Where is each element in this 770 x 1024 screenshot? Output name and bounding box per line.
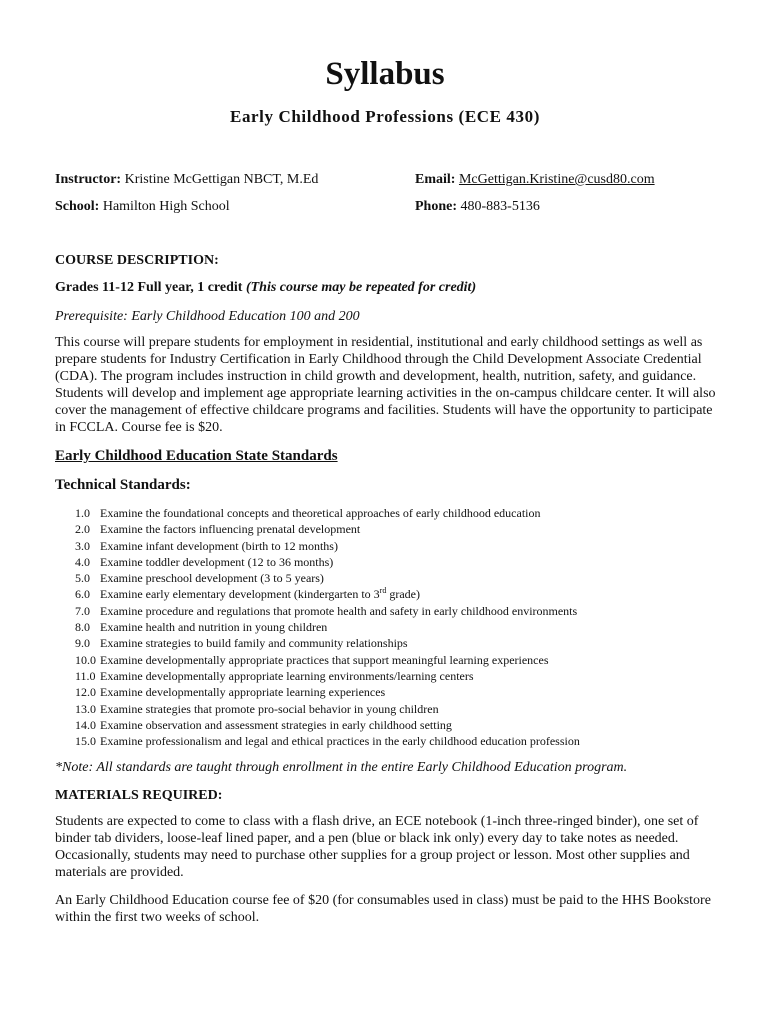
paragraph-line: An Early Childhood Education course fee of $20 (for consumables used in class) must be paid to the HHS Bookstore	[55, 893, 711, 908]
standard-item	[75, 521, 735, 537]
standard-text	[100, 586, 420, 602]
phone-label: Phone:	[415, 199, 457, 214]
course-description-paragraph	[55, 334, 720, 436]
standard-item	[75, 668, 735, 684]
standard-item	[75, 701, 735, 717]
standard-number: 14.0	[75, 717, 96, 732]
email-label: Email:	[415, 172, 456, 187]
course-fee-paragraph	[55, 892, 720, 926]
materials-heading: MATERIALS REQUIRED:	[55, 788, 223, 803]
materials-paragraph	[55, 813, 720, 881]
school-line	[55, 198, 230, 216]
school-label: School:	[55, 199, 100, 214]
school-value: Hamilton High School	[102, 199, 230, 214]
standard-number: 7.0	[75, 603, 90, 618]
standard-text: Examine procedure and regulations that promote health and safety in early childhood environments	[100, 603, 578, 618]
instructor-label: Instructor:	[55, 172, 122, 187]
page-title: Syllabus	[325, 56, 445, 92]
grades-text: Grades 11-12 Full year, 1 credit	[55, 280, 243, 295]
standard-text: Examine the foundational concepts and theoretical approaches of early childhood education	[100, 506, 541, 520]
standard-number: 10.0	[75, 652, 96, 667]
paragraph-line: Students are expected to come to class with a flash drive, an ECE notebook (1-inch three-ringed binder), one set of	[55, 814, 699, 829]
standard-item	[75, 570, 735, 586]
phone-line	[415, 198, 540, 216]
instructor-value: Kristine McGettigan NBCT, M.Ed	[124, 172, 319, 187]
standard-number: 5.0	[75, 571, 90, 586]
paragraph-line: Students will develop and implement age appropriate learning activities in the on-campus childcare center. It will also	[55, 386, 716, 401]
standard-item	[75, 554, 735, 570]
paragraph-line: Occasionally, students may need to purchase other supplies for a group project or lesson. Most other supplies and	[55, 848, 690, 863]
standard-item	[75, 505, 735, 521]
standard-item	[75, 717, 735, 733]
standard-text: Examine strategies that promote pro-social behavior in young children	[100, 701, 439, 716]
standard-text: Examine the factors influencing prenatal development	[100, 522, 361, 537]
standard-number: 2.0	[75, 522, 90, 537]
paragraph-line: This course will prepare students for employment in residential, institutional and early childhood settings as well as	[55, 335, 703, 350]
technical-standards-heading: Technical Standards:	[55, 477, 191, 493]
standard-text: Examine observation and assessment strategies in early childhood setting	[100, 717, 452, 732]
standard-item	[75, 538, 735, 554]
standard-item	[75, 733, 735, 749]
phone-value: 480-883-5136	[460, 199, 540, 214]
standard-item	[75, 619, 735, 635]
instructor-line	[55, 171, 318, 189]
paragraph-line: binder tab dividers, loose-leaf lined paper, and a pen (blue or black ink only) every day to take notes as needed.	[55, 831, 679, 846]
paragraph-line: (CDA). The program includes instruction in child growth and development, health, nutrition, safety, and guidance.	[55, 369, 697, 384]
paragraph-line: materials are provided.	[55, 865, 184, 880]
standard-text: Examine preschool development (3 to 5 years)	[100, 571, 324, 586]
standard-item	[75, 603, 735, 619]
state-standards-heading: Early Childhood Education State Standards	[55, 448, 338, 464]
standard-text: Examine infant development (birth to 12 months)	[100, 538, 338, 553]
standards-list	[75, 505, 735, 749]
paragraph-line: within the first two weeks of school.	[55, 910, 260, 925]
paragraph-line: cover the management of effective childcare programs and facilities. Students will have the opportunity to participate	[55, 403, 713, 418]
course-description-heading: COURSE DESCRIPTION:	[55, 253, 219, 268]
standard-number: 11.0	[75, 668, 96, 683]
standard-number: 15.0	[75, 734, 96, 749]
standard-text: Examine health and nutrition in young children	[100, 620, 328, 635]
standard-text-main: Examine early elementary development (kindergarten to 3	[100, 587, 380, 602]
standard-text: Examine developmentally appropriate learning experiences	[100, 685, 386, 700]
grades-line	[55, 279, 476, 296]
standard-text: Examine developmentally appropriate learning environments/learning centers	[100, 668, 474, 683]
standard-number: 9.0	[75, 636, 90, 651]
standard-text: Examine developmentally appropriate practices that support meaningful learning experiences	[100, 652, 549, 667]
standard-text: Examine professionalism and legal and ethical practices in the early childhood education profession	[100, 734, 580, 749]
standard-number: 1.0	[75, 506, 90, 520]
prerequisite-line: Prerequisite: Early Childhood Education 100 and 200	[55, 309, 360, 324]
standard-item	[75, 586, 735, 602]
paragraph-line: prepare students for Industry Certification in Early Childhood through the Child Development Associate Credential	[55, 352, 702, 367]
standard-text: Examine toddler development (12 to 36 months)	[100, 554, 334, 569]
standard-text-after: grade)	[386, 587, 420, 602]
standard-number: 12.0	[75, 685, 96, 700]
standard-item	[75, 635, 735, 651]
ordinal-superscript: rd	[379, 586, 387, 596]
email-line	[415, 171, 655, 189]
standard-number: 4.0	[75, 554, 90, 569]
standard-number: 3.0	[75, 538, 90, 553]
standard-item	[75, 652, 735, 668]
standards-note: *Note: All standards are taught through enrollment in the entire Early Childhood Education program.	[55, 760, 628, 775]
standard-text: Examine strategies to build family and community relationships	[100, 636, 408, 651]
repeat-credit-note: (This course may be repeated for credit)	[245, 280, 477, 295]
course-subtitle: Early Childhood Professions (ECE 430)	[230, 107, 540, 126]
paragraph-line: in FCCLA. Course fee is $20.	[55, 420, 223, 435]
email-link[interactable]: McGettigan.Kristine@cusd80.com	[458, 172, 655, 187]
standard-number: 13.0	[75, 701, 96, 716]
standard-number: 6.0	[75, 587, 90, 602]
standard-item	[75, 684, 735, 700]
standard-number: 8.0	[75, 620, 90, 635]
